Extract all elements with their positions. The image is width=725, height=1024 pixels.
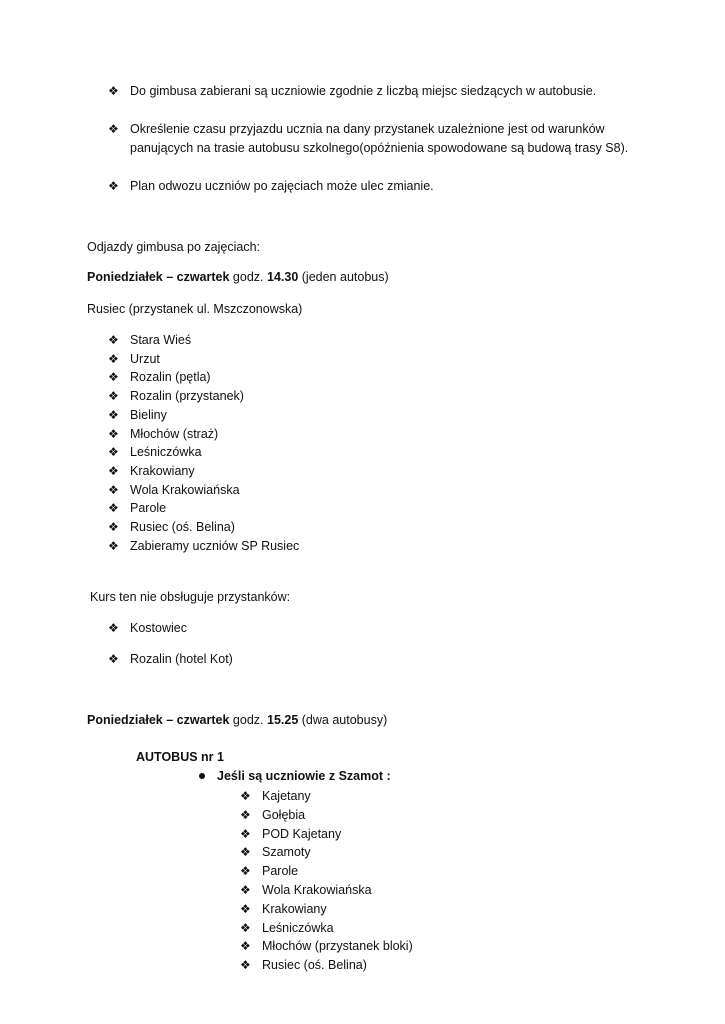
diamond-bullet-icon: ❖ xyxy=(240,958,251,973)
schedule-1-start: Rusiec (przystanek ul. Mszczonowska) xyxy=(87,302,303,316)
not-served-stop-2: Rozalin (hotel Kot) xyxy=(130,652,233,666)
diamond-bullet-icon: ❖ xyxy=(240,845,251,860)
schedule-2-time: 15.25 xyxy=(267,713,299,727)
schedule-1-stop-5: Bieliny xyxy=(130,407,167,422)
not-served-heading: Kurs ten nie obsługuje przystanków: xyxy=(90,590,291,604)
diamond-bullet-icon: ❖ xyxy=(108,84,119,98)
schedule-2-days: Poniedziałek – czwartek xyxy=(87,713,230,727)
schedule-1-stop-1: Stara Wieś xyxy=(130,333,192,347)
diamond-bullet-icon: ❖ xyxy=(240,789,251,803)
diamond-bullet-icon: ❖ xyxy=(108,370,119,385)
diamond-bullet-icon: ❖ xyxy=(108,538,119,553)
schedule-2-stop-5: Parole xyxy=(262,864,299,879)
schedule-1-stop-11: Rusiec (oś. Belina) xyxy=(130,520,235,534)
schedule-1-stop-12: Zabieramy uczniów SP Rusiec xyxy=(130,538,300,553)
schedule-1-stop-9: Wola Krakowiańska xyxy=(130,482,240,497)
schedule-2-stop-8: Leśniczówka xyxy=(262,920,334,935)
intro-bullet-2: Określenie czasu przyjazdu ucznia na dany przystanek uzależnione jest od warunków xyxy=(130,122,605,136)
departures-heading: Odjazdy gimbusa po zajęciach: xyxy=(87,240,261,254)
diamond-bullet-icon: ❖ xyxy=(108,621,119,635)
round-bullet-icon xyxy=(199,773,205,779)
diamond-bullet-icon: ❖ xyxy=(108,351,119,366)
intro-bullet-3: Plan odwozu uczniów po zajęciach może ulec zmianie. xyxy=(130,179,434,193)
bus-1-label: AUTOBUS nr 1 xyxy=(136,750,224,764)
intro-bullet-2-cont: panujących na trasie autobusu szkolnego(opóźnienia spowodowane są budową trasy S8). xyxy=(130,141,629,155)
diamond-bullet-icon: ❖ xyxy=(108,445,119,460)
not-served-stop-1: Kostowiec xyxy=(130,621,187,635)
diamond-bullet-icon: ❖ xyxy=(240,901,251,916)
schedule-1-stop-4: Rozalin (przystanek) xyxy=(130,389,244,404)
schedule-1-stop-6: Młochów (straż) xyxy=(130,426,219,441)
diamond-bullet-icon: ❖ xyxy=(108,520,119,534)
schedule-2-heading xyxy=(87,711,387,729)
diamond-bullet-icon: ❖ xyxy=(108,426,119,441)
schedule-2-godz: godz. xyxy=(232,713,264,727)
schedule-2-stop-1: Kajetany xyxy=(262,789,311,803)
diamond-bullet-icon: ❖ xyxy=(108,463,119,478)
schedule-2-stop-4: Szamoty xyxy=(262,845,311,860)
diamond-bullet-icon: ❖ xyxy=(108,179,119,193)
schedule-1-stop-7: Leśniczówka xyxy=(130,445,202,460)
schedule-2-note: (dwa autobusy) xyxy=(301,713,388,727)
diamond-bullet-icon: ❖ xyxy=(240,939,251,954)
diamond-bullet-icon: ❖ xyxy=(108,652,119,666)
schedule-1-days: Poniedziałek – czwartek xyxy=(87,270,230,284)
diamond-bullet-icon: ❖ xyxy=(108,333,119,347)
schedule-1-godz: godz. xyxy=(232,270,264,284)
schedule-2-stop-7: Krakowiany xyxy=(262,901,327,916)
schedule-1-heading xyxy=(87,268,389,286)
diamond-bullet-icon: ❖ xyxy=(240,883,251,897)
diamond-bullet-icon: ❖ xyxy=(108,482,119,497)
diamond-bullet-icon: ❖ xyxy=(108,389,119,404)
diamond-bullet-icon: ❖ xyxy=(240,807,251,822)
diamond-bullet-icon: ❖ xyxy=(108,122,119,136)
schedule-1-stop-10: Parole xyxy=(130,501,167,516)
schedule-1-stop-3: Rozalin (pętla) xyxy=(130,370,211,385)
schedule-1-note: (jeden autobus) xyxy=(301,270,389,284)
schedule-2-stop-9: Młochów (przystanek bloki) xyxy=(262,939,413,954)
schedule-1-stop-2: Urzut xyxy=(130,351,160,366)
diamond-bullet-icon: ❖ xyxy=(108,501,119,516)
diamond-bullet-icon: ❖ xyxy=(108,407,119,422)
diamond-bullet-icon: ❖ xyxy=(240,826,251,841)
schedule-1-stop-8: Krakowiany xyxy=(130,463,195,478)
diamond-bullet-icon: ❖ xyxy=(240,920,251,935)
schedule-2-stop-6: Wola Krakowiańska xyxy=(262,883,372,897)
schedule-2-stop-2: Gołębia xyxy=(262,807,306,822)
bus-1-condition: Jeśli są uczniowie z Szamot : xyxy=(217,769,391,783)
diamond-bullet-icon: ❖ xyxy=(240,864,251,879)
intro-bullet-1: Do gimbusa zabierani są uczniowie zgodnie z liczbą miejsc siedzących w autobusie. xyxy=(130,84,597,98)
schedule-2-stop-10: Rusiec (oś. Belina) xyxy=(262,958,367,973)
schedule-1-time: 14.30 xyxy=(267,270,299,284)
schedule-2-stop-3: POD Kajetany xyxy=(262,826,342,841)
